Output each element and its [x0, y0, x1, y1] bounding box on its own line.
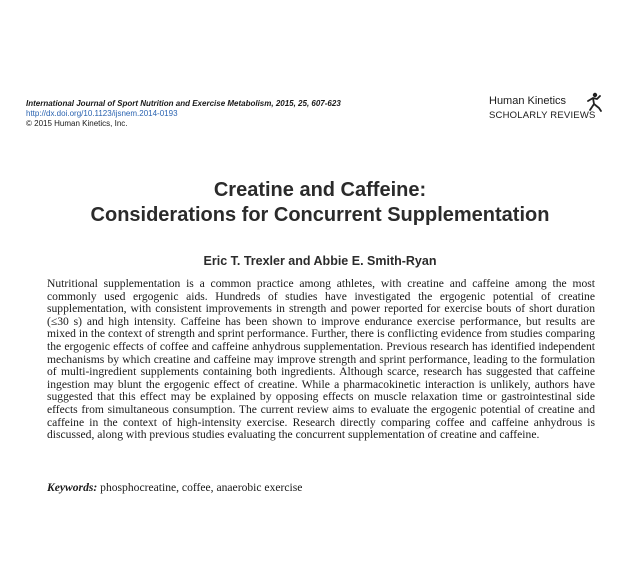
publisher-subtitle: SCHOLARLY REVIEWS: [489, 110, 596, 121]
journal-citation-line: [26, 99, 341, 109]
publisher-name: Human Kinetics: [489, 95, 567, 107]
title-line-2: Considerations for Concurrent Supplementation: [90, 204, 550, 226]
article-authors: Eric T. Trexler and Abbie E. Smith-Ryan: [203, 254, 437, 268]
human-figure-icon: [585, 92, 603, 112]
abstract-text: Nutritional supplementation is a common practice among athletes, with creatine and caffeine among the most commonly used ergogenic aids. Hundreds of studies have investigated the ergogenic potential of creatine supplementation, with consistent improvements in strength and power reported for exercise bouts of short duration (≤30 s) and high intensity. Caffeine has been shown to improve endurance exercise performance, but results are mixed in the context of strength and sprint performance. Further, there is conflicting evidence from studies comparing the ergogenic effects of coffee and caffeine anhydrous supplementation. Previous research has identified independent mechanisms by which creatine and caffeine may improve strength and sprint performance, leading to the formulation of multi-ingredient supplements containing both ingredients. Although scarce, research has suggested that caffeine ingestion may blunt the ergogenic effect of creatine. While a pharmacokinetic interaction is unlikely, authors have suggested that this effect may be explained by opposing effects on muscle relaxation time or gastrointestinal side effects from simultaneous consumption. The current review aims to evaluate the ergogenic potential of creatine and caffeine in the context of high-intensity exercise. Research directly comparing coffee and caffeine anhydrous is discussed, along with previous studies evaluating the concurrent supplementation of creatine and caffeine.: [47, 277, 595, 442]
doi-link[interactable]: http://dx.doi.org/10.1123/ijsnem.2014-0193: [26, 109, 178, 118]
article-title: [0, 178, 640, 228]
keywords-label: Keywords:: [47, 481, 98, 494]
journal-volume-pages: 2015, 25, 607-623: [273, 99, 341, 108]
keywords-list: phosphocreatine, coffee, anaerobic exercise: [100, 481, 303, 494]
journal-header: [26, 99, 341, 129]
journal-name: International Journal of Sport Nutrition and Exercise Metabolism,: [26, 99, 274, 108]
publisher-branding: [489, 95, 609, 122]
copyright-notice: © 2015 Human Kinetics, Inc.: [26, 119, 128, 128]
keywords-line: [47, 481, 302, 494]
title-line-1: Creatine and Caffeine:: [213, 179, 427, 201]
